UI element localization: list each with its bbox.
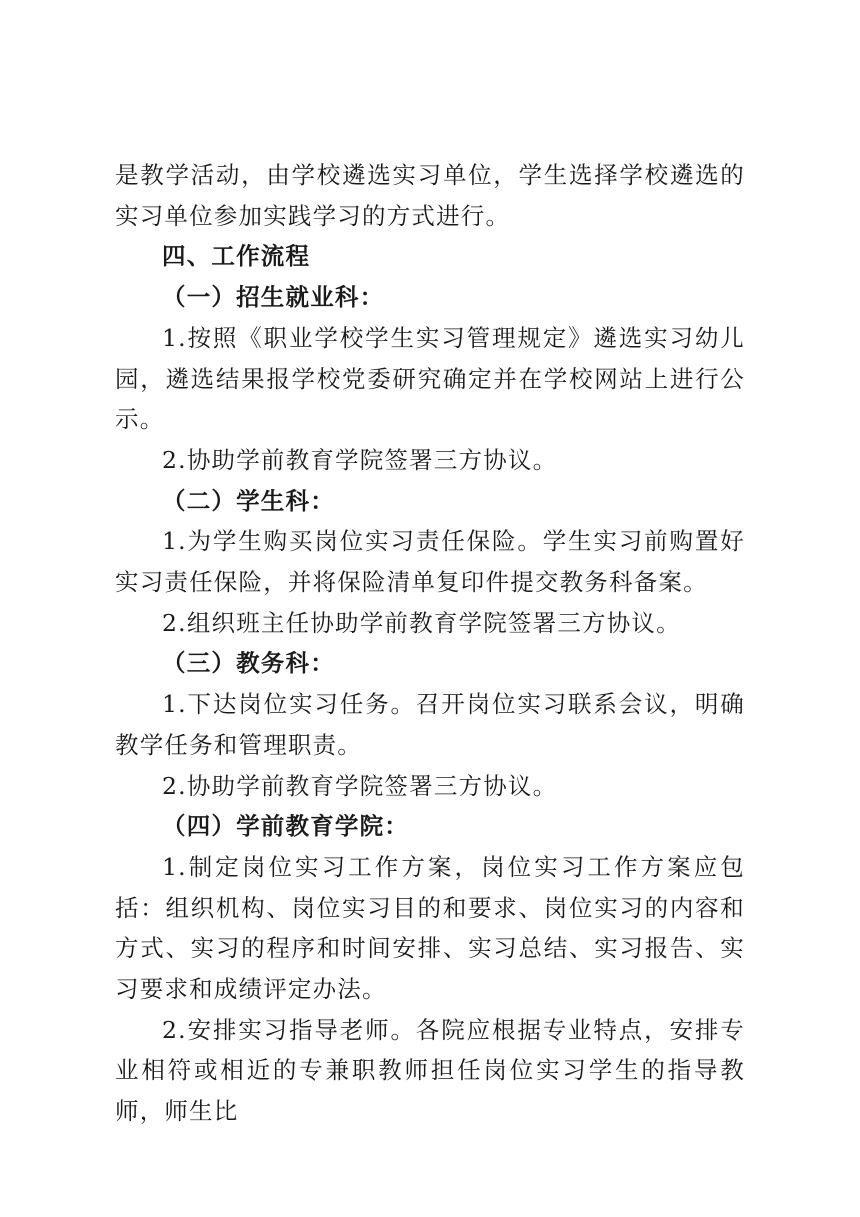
subheading-academic-office: （三）教务科：: [162, 649, 335, 678]
paragraph-academic-item-2: 2.协助学前教育学院签署三方协议。: [162, 771, 558, 800]
paragraph-student-item-1: 1.为学生购买岗位实习责任保险。学生实习前购置好实习责任保险，并将保险清单复印件提交教务科备案。: [115, 527, 745, 597]
paragraph-admissions-item-1: 1.按照《职业学校学生实习管理规定》遴选实习幼儿园，遴选结果报学校党委研究确定并在学校网站上进行公示。: [115, 323, 745, 434]
paragraph-continued: 是教学活动，由学校遴选实习单位，学生选择学校遴选的实习单位参加实践学习的方式进行。: [115, 161, 745, 230]
paragraph-preschool-item-2: 2.安排实习指导老师。各院应根据专业特点，安排专业相符或相近的专兼职教师担任岗位实习学生的指导教师，师生比: [115, 1015, 745, 1126]
paragraph-academic-item-1: 1.下达岗位实习任务。召开岗位实习联系会议，明确教学任务和管理职责。: [115, 690, 745, 759]
paragraph-admissions-item-2: 2.协助学前教育学院签署三方协议。: [162, 445, 558, 474]
paragraph-student-item-2: 2.组织班主任协助学前教育学院签署三方协议。: [162, 608, 681, 637]
paragraph-preschool-item-1: 1.制定岗位实习工作方案，岗位实习工作方案应包括：组织机构、岗位实习目的和要求、岗位实习的内容和方式、实习的程序和时间安排、实习总结、实习报告、实习要求和成绩评定办法。: [115, 852, 745, 1004]
document-body: [115, 155, 745, 1132]
subheading-admissions-office: （一）招生就业科：: [162, 283, 385, 312]
section-heading-workflow: 四、工作流程: [162, 242, 311, 271]
subheading-student-office: （二）学生科：: [162, 486, 335, 515]
subheading-preschool-college: （四）学前教育学院：: [162, 812, 409, 841]
